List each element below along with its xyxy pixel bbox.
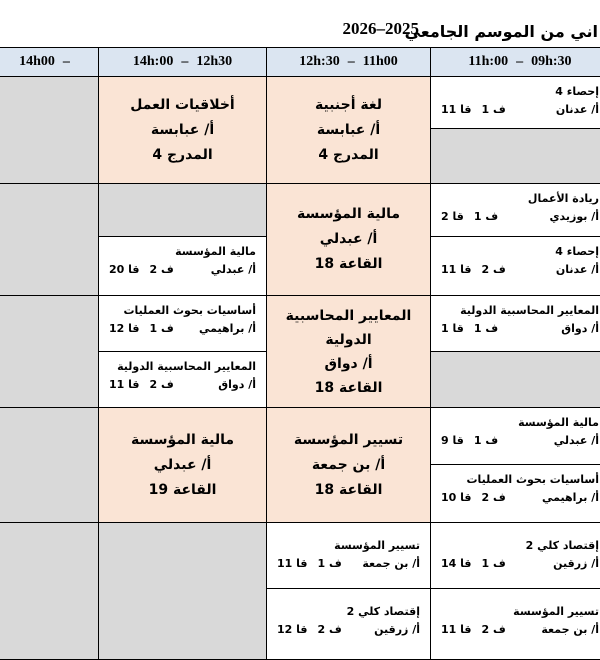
- header-slot-2-start: 11h00: [362, 54, 398, 69]
- session-r4-c1-bottom: [430, 464, 600, 523]
- subject: تسيير المؤسسة: [513, 605, 599, 618]
- session-r4-c3: [98, 407, 267, 523]
- session-r5-c1-top: [430, 522, 600, 589]
- session-r1-c3: [98, 76, 267, 184]
- empty-slot: [98, 183, 267, 237]
- empty-slot: [0, 295, 99, 408]
- header-slot-3-start: 12h30: [196, 54, 233, 69]
- professor: أ/ بن جمعة: [362, 557, 420, 570]
- room: القاعة 19: [148, 481, 217, 498]
- subject: أخلاقيات العمل: [130, 96, 235, 113]
- room: قا 12: [109, 322, 140, 335]
- professor: أ/ عدنان: [555, 103, 599, 116]
- room: القاعة 18: [314, 481, 383, 498]
- subject: مالية المؤسسة: [175, 245, 256, 258]
- title-text: اني من الموسم الجامعي: [404, 22, 598, 41]
- subject: تسيير المؤسسة: [293, 431, 404, 448]
- header-slot-1-end: 11h:00: [468, 54, 509, 69]
- room: قا 20: [109, 263, 140, 276]
- session-r5-c2-bottom: [266, 588, 431, 660]
- subject: المعايير المحاسبية الدولية: [117, 360, 256, 373]
- subject: أساسيات بحوث العمليات: [466, 473, 599, 486]
- room: قا 2: [441, 210, 464, 223]
- header-slot-1: 11h:00 – 09h:30: [430, 47, 600, 77]
- empty-slot: [430, 351, 600, 408]
- room: المدرج 4: [152, 146, 213, 163]
- professor: أ/ زرقين: [374, 623, 420, 636]
- subject: إحصاء 4: [555, 245, 599, 258]
- subject: مالية المؤسسة: [297, 206, 400, 222]
- header-slot-2-end: 12h:30: [299, 54, 340, 69]
- room: قا 11: [441, 103, 472, 116]
- session-r5-c1-bottom: [430, 588, 600, 660]
- room: قا 9: [441, 434, 464, 447]
- session-r2-c2: [266, 183, 431, 296]
- professor: أ/ زرقين: [553, 557, 599, 570]
- empty-slot: [98, 522, 267, 660]
- session-r3-c2: [266, 295, 431, 408]
- group: ف 2: [481, 623, 506, 636]
- empty-slot: [0, 407, 99, 523]
- group: ف 2: [481, 491, 506, 504]
- session-r3-c1-top: [430, 295, 600, 352]
- group: ف 1: [481, 557, 506, 570]
- group: ف 1: [317, 557, 342, 570]
- professor: أ/ دواق: [218, 378, 256, 391]
- header-slot-4-start: 14h00: [19, 54, 55, 69]
- empty-slot: [0, 522, 99, 660]
- group: ف 2: [149, 378, 174, 391]
- room: القاعة 18: [314, 379, 383, 396]
- title-year: 2026–2025: [342, 19, 419, 38]
- timetable: [0, 47, 600, 660]
- header-slot-3: 14h:00 – 12h30: [98, 47, 267, 77]
- professor: أ/ دواق: [561, 322, 599, 335]
- room: قا 11: [441, 263, 472, 276]
- professor: أ/ براهيمي: [542, 491, 599, 504]
- room: قا 12: [277, 623, 308, 636]
- professor: أ/ بوزيدي: [549, 210, 599, 223]
- room: قا 1: [441, 322, 464, 335]
- room: المدرج 4: [318, 146, 379, 163]
- subject: تسيير المؤسسة: [334, 539, 420, 552]
- professor: أ/ عدنان: [555, 263, 599, 276]
- session-r2-c1-top: [430, 183, 600, 237]
- subject: إقتصاد كلي 2: [346, 605, 420, 618]
- professor: أ/ بن جمعة: [311, 456, 386, 473]
- subject: مالية المؤسسة: [131, 431, 234, 448]
- empty-slot: [430, 128, 600, 184]
- group: ف 2: [481, 263, 506, 276]
- room: قا 11: [441, 623, 472, 636]
- professor: أ/ عبابسة: [150, 121, 215, 138]
- professor: أ/ براهيمي: [199, 322, 256, 335]
- group: ف 2: [149, 263, 174, 276]
- session-r1-c2: [266, 76, 431, 184]
- document-title: [0, 8, 600, 42]
- professor: أ/ عبدلي: [319, 231, 378, 247]
- room: قا 11: [277, 557, 308, 570]
- session-r2-c1-bottom: [430, 236, 600, 296]
- professor: أ/ عبدلي: [153, 456, 212, 473]
- professor: أ/ دواق: [324, 355, 373, 372]
- room: قا 10: [441, 491, 472, 504]
- subject: إقتصاد كلي 2: [525, 539, 599, 552]
- header-slot-1-start: 09h:30: [531, 54, 572, 69]
- group: ف 1: [473, 210, 499, 223]
- header-slot-4: 14h00 –: [0, 47, 99, 77]
- header-slot-3-end: 14h:00: [132, 54, 174, 69]
- session-r4-c2: [266, 407, 431, 523]
- header-slot-2: 12h:30 – 11h00: [266, 47, 431, 77]
- session-r2-c3-bottom: [98, 236, 267, 296]
- group: ف 1: [473, 434, 499, 447]
- subject: إحصاء 4: [555, 85, 599, 98]
- professor: أ/ بن جمعة: [541, 623, 599, 636]
- subject: أساسيات بحوث العمليات: [123, 304, 256, 317]
- subject: لغة أجنبية: [314, 96, 383, 113]
- empty-slot: [0, 76, 99, 184]
- group: ف 2: [317, 623, 342, 636]
- professor: أ/ عبابسة: [316, 121, 381, 138]
- session-r5-c2-top: [266, 522, 431, 589]
- room: قا 14: [441, 557, 472, 570]
- session-r1-c1-top: [430, 76, 600, 129]
- session-r3-c3-top: [98, 295, 267, 352]
- group: ف 1: [473, 322, 499, 335]
- subject: المعايير المحاسبية الدولية: [460, 304, 599, 317]
- group: ف 1: [149, 322, 174, 335]
- subject: مالية المؤسسة: [518, 416, 599, 429]
- professor: أ/ عبدلي: [210, 263, 256, 276]
- empty-slot: [0, 183, 99, 296]
- session-r3-c3-bottom: [98, 351, 267, 408]
- professor: أ/ عبدلي: [553, 434, 599, 447]
- room: قا 11: [109, 378, 140, 391]
- subject: ريادة الأعمال: [527, 192, 599, 205]
- session-r4-c1-top: [430, 407, 600, 465]
- group: ف 1: [481, 103, 506, 116]
- room: القاعة 18: [314, 256, 383, 272]
- subject: المعايير المحاسبية الدولية: [285, 307, 412, 348]
